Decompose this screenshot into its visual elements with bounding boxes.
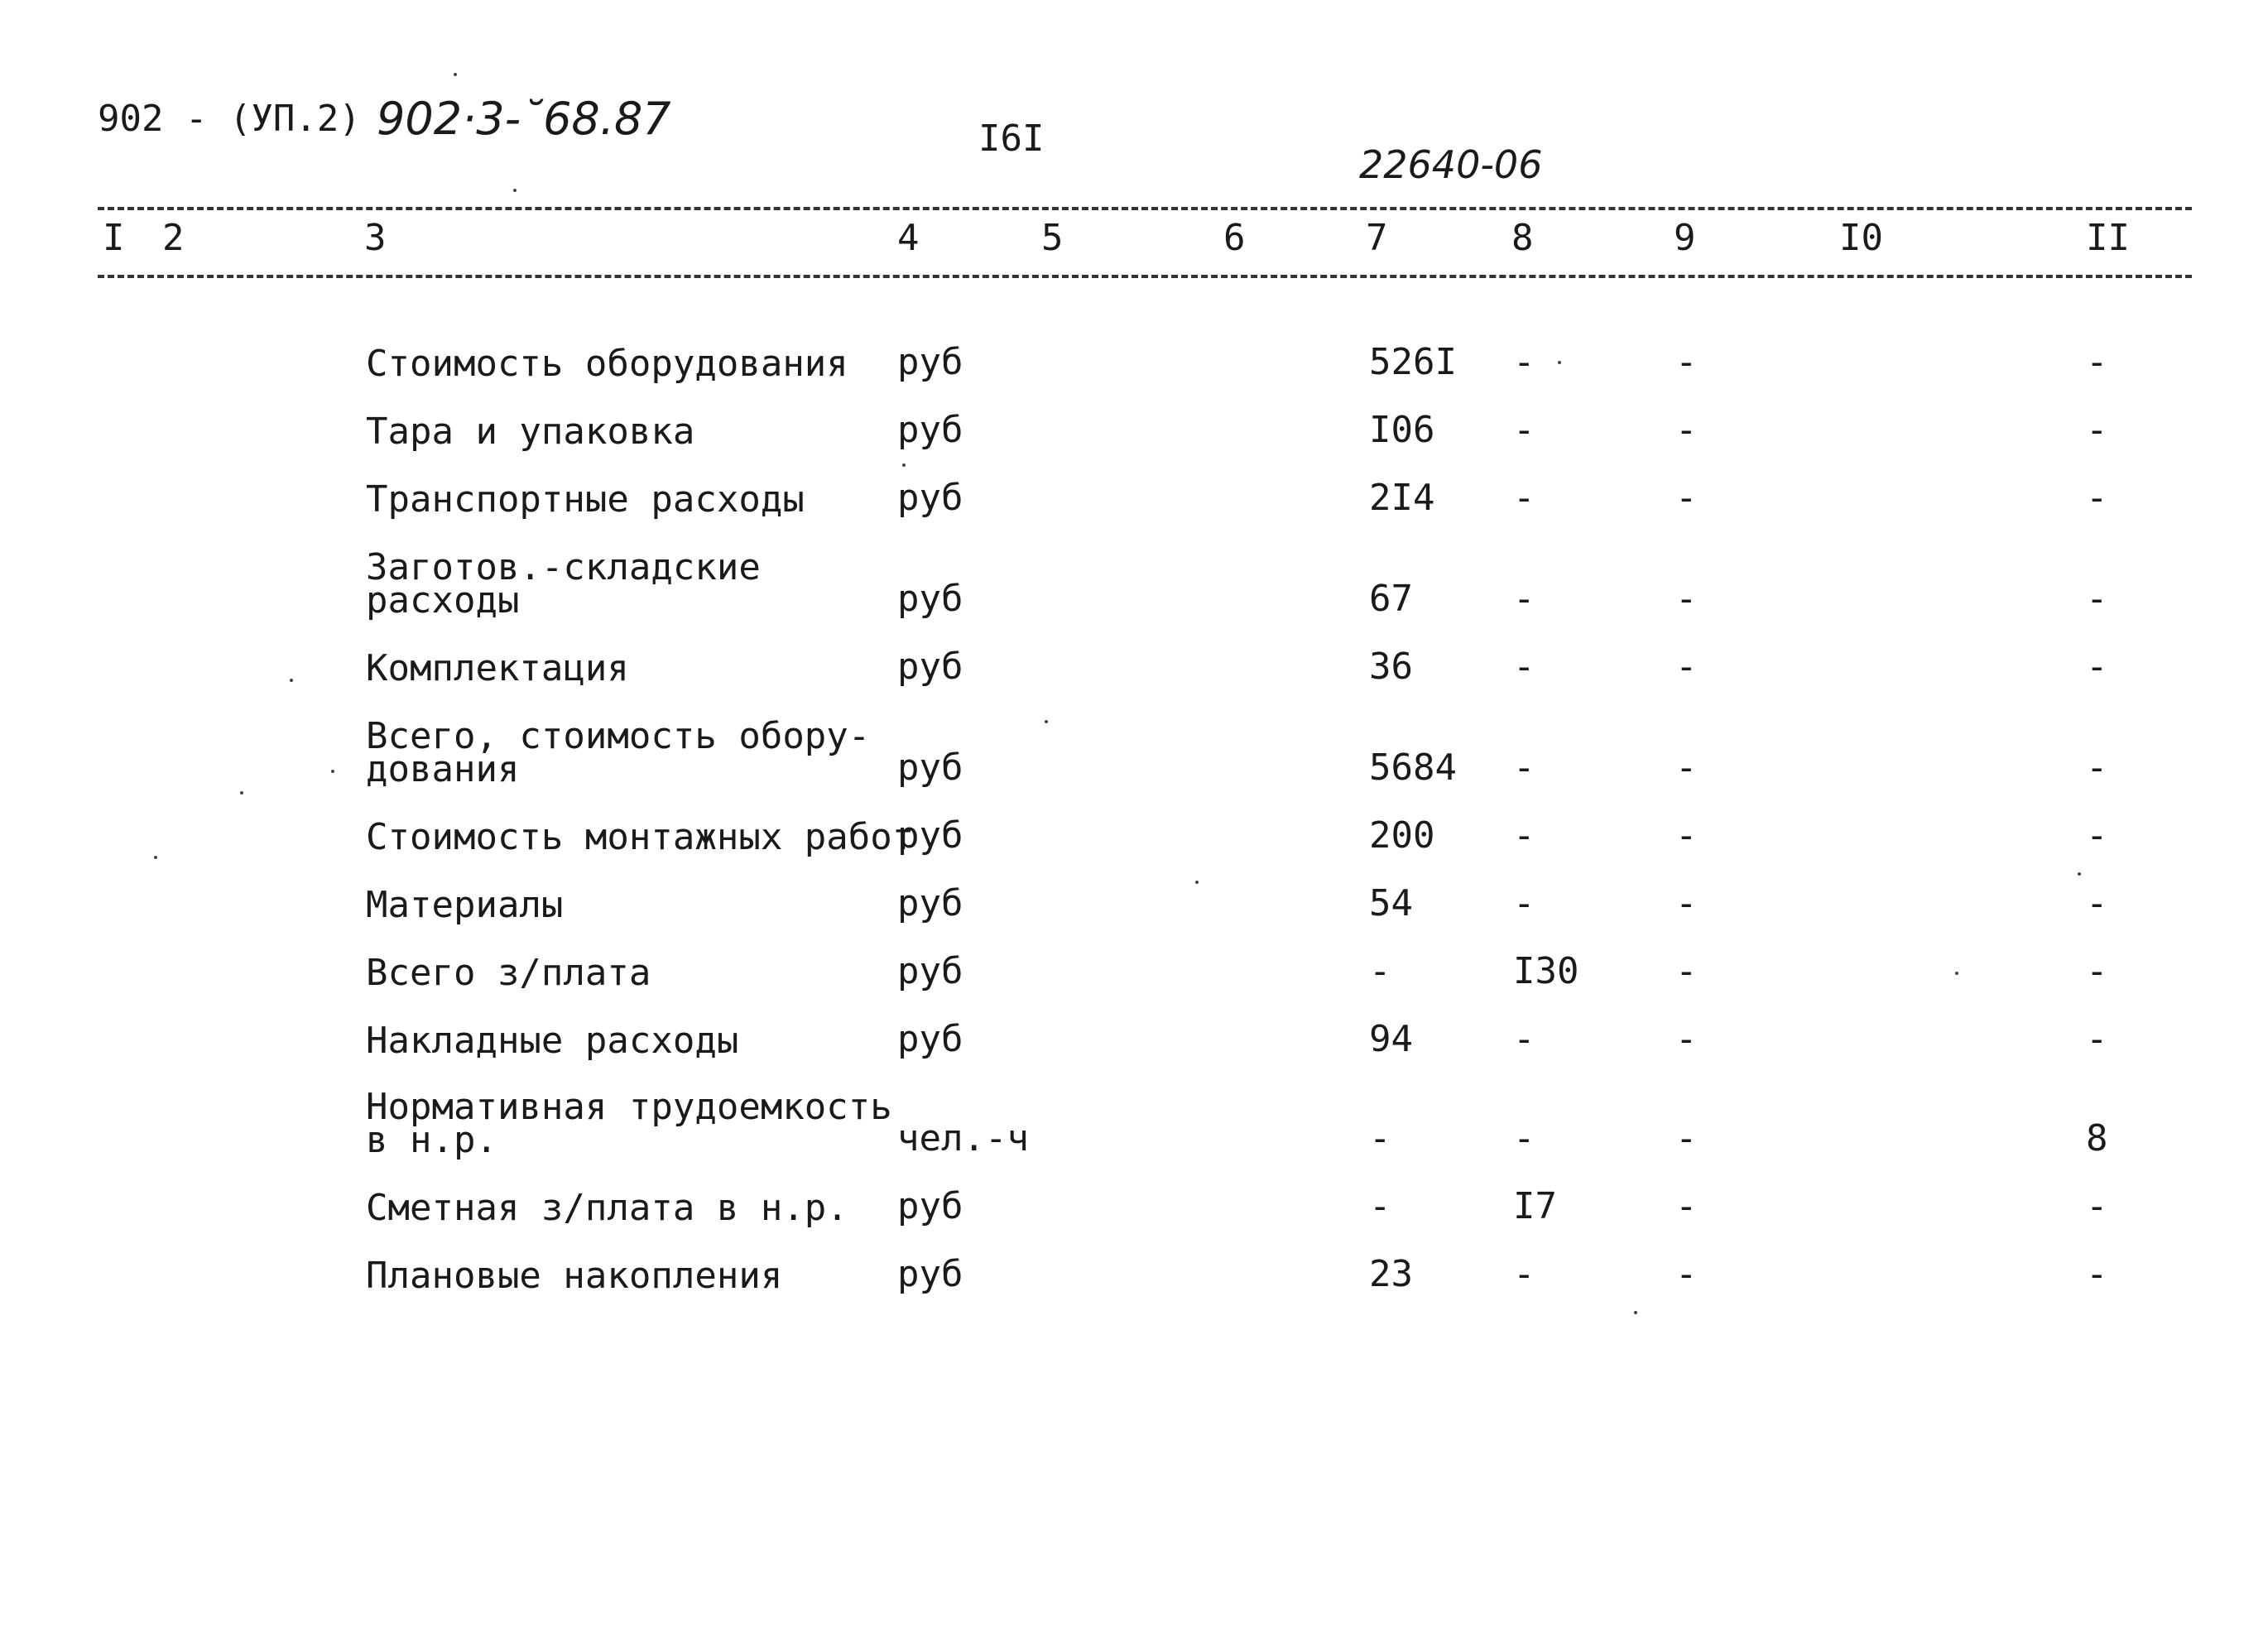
row-col11: - [2086, 747, 2108, 789]
row-col8: - [1513, 578, 1535, 620]
column-number: I0 [1839, 217, 1883, 259]
table-row [0, 715, 2268, 790]
row-col7: - [1369, 1117, 1391, 1159]
row-name: Заготов.-складские расходы [366, 546, 761, 622]
scan-speck [1634, 1311, 1637, 1314]
row-col7: - [1369, 950, 1391, 992]
row-name: Стоимость монтажных работ [366, 816, 915, 858]
scan-speck [1955, 972, 1958, 975]
row-col7: 200 [1369, 814, 1435, 857]
row-col8: - [1513, 747, 1535, 789]
row-col9: - [1675, 646, 1698, 688]
table-row [0, 1086, 2268, 1161]
row-unit: руб [897, 1253, 963, 1295]
row-col11: - [2086, 578, 2108, 620]
row-col7: 23 [1369, 1253, 1413, 1295]
row-col11: - [2086, 646, 2108, 688]
scan-speck [902, 463, 906, 467]
row-col9: - [1675, 1185, 1698, 1227]
row-unit: руб [897, 409, 963, 451]
row-unit: руб [897, 950, 963, 992]
row-unit: руб [897, 1185, 963, 1227]
row-col9: - [1675, 747, 1698, 789]
row-col9: - [1675, 409, 1698, 451]
handwritten-code: 902·3-˘68.87 [377, 93, 671, 145]
row-unit: чел.-ч [897, 1117, 1029, 1159]
row-col11: - [2086, 950, 2108, 992]
row-unit: руб [897, 477, 963, 519]
row-name: Стоимость оборудования [366, 343, 848, 385]
row-col7: 5684 [1369, 747, 1457, 789]
row-col9: - [1675, 1253, 1698, 1295]
row-name: Нормативная трудоемкость в н.р. [366, 1086, 892, 1161]
row-col7: - [1369, 1185, 1391, 1227]
row-col11: - [2086, 341, 2108, 383]
row-col9: - [1675, 1018, 1698, 1060]
row-col8: - [1513, 477, 1535, 519]
row-col9: - [1675, 814, 1698, 857]
row-col9: - [1675, 1117, 1698, 1159]
row-name: Накладные расходы [366, 1020, 739, 1062]
column-number: 2 [162, 217, 185, 259]
table-row [0, 1159, 2268, 1229]
row-col11: - [2086, 1253, 2108, 1295]
column-number: 3 [364, 217, 387, 259]
document-code: 902 - (УП.2) [98, 98, 361, 140]
row-col7: 54 [1369, 882, 1413, 924]
page-number: I6I [978, 118, 1045, 160]
row-col8: - [1513, 1117, 1535, 1159]
table-row [0, 924, 2268, 994]
row-unit: руб [897, 882, 963, 924]
scan-speck [1195, 881, 1199, 884]
row-name: Материалы [366, 884, 564, 926]
row-col7: 94 [1369, 1018, 1413, 1060]
table-row [0, 450, 2268, 521]
row-name: Всего, стоимость обору- дования [366, 715, 871, 790]
row-unit: руб [897, 747, 963, 789]
scan-speck [331, 770, 334, 773]
row-col11: - [2086, 1018, 2108, 1060]
column-number: II [2086, 217, 2130, 259]
scan-speck [513, 189, 517, 192]
table-row [0, 991, 2268, 1062]
table-row [0, 1227, 2268, 1297]
row-col9: - [1675, 578, 1698, 620]
row-col7: 36 [1369, 646, 1413, 688]
row-col11: - [2086, 1185, 2108, 1227]
row-col9: - [1675, 950, 1698, 992]
row-col8: - [1513, 341, 1535, 383]
scan-speck [290, 679, 293, 682]
row-col11: - [2086, 814, 2108, 857]
table-row [0, 546, 2268, 622]
scan-speck [454, 73, 457, 76]
column-number: 7 [1366, 217, 1388, 259]
column-number: 5 [1041, 217, 1064, 259]
table-row [0, 382, 2268, 453]
scan-speck [1558, 361, 1561, 364]
row-col7: I06 [1369, 409, 1435, 451]
column-number: 9 [1674, 217, 1696, 259]
row-col9: - [1675, 477, 1698, 519]
row-col11: - [2086, 477, 2108, 519]
row-col11: 8 [2086, 1117, 2108, 1159]
row-col7: 526I [1369, 341, 1457, 383]
table-row [0, 788, 2268, 858]
row-name: Комплектация [366, 647, 629, 689]
row-name: Всего з/плата [366, 952, 651, 994]
row-unit: руб [897, 1018, 963, 1060]
row-col7: 67 [1369, 578, 1413, 620]
row-col7: 2I4 [1369, 477, 1435, 519]
header-divider-top [98, 207, 2192, 210]
scan-speck [240, 791, 243, 795]
column-number: 6 [1223, 217, 1246, 259]
inventory-code: 22640-06 [1359, 142, 1543, 187]
row-col9: - [1675, 882, 1698, 924]
header-divider-bottom [98, 275, 2192, 278]
table-row [0, 314, 2268, 385]
row-col8: I30 [1513, 950, 1579, 992]
column-number: 4 [897, 217, 920, 259]
row-name: Сметная з/плата в н.р. [366, 1187, 848, 1229]
row-name: Транспортные расходы [366, 478, 805, 521]
column-number: 8 [1511, 217, 1534, 259]
row-col8: - [1513, 409, 1535, 451]
scan-speck [1045, 720, 1048, 723]
scan-speck [154, 856, 157, 859]
scan-speck [2078, 872, 2081, 876]
row-col9: - [1675, 341, 1698, 383]
row-unit: руб [897, 341, 963, 383]
row-col8: - [1513, 814, 1535, 857]
row-unit: руб [897, 646, 963, 688]
row-col8: - [1513, 882, 1535, 924]
table-row [0, 619, 2268, 689]
row-col11: - [2086, 409, 2108, 451]
row-unit: руб [897, 814, 963, 857]
column-number: I [103, 217, 125, 259]
row-col8: I7 [1513, 1185, 1557, 1227]
table-row [0, 856, 2268, 926]
row-name: Тара и упаковка [366, 410, 695, 453]
row-col11: - [2086, 882, 2108, 924]
row-col8: - [1513, 1018, 1535, 1060]
row-col8: - [1513, 646, 1535, 688]
row-name: Плановые накопления [366, 1255, 783, 1297]
row-col8: - [1513, 1253, 1535, 1295]
row-unit: руб [897, 578, 963, 620]
